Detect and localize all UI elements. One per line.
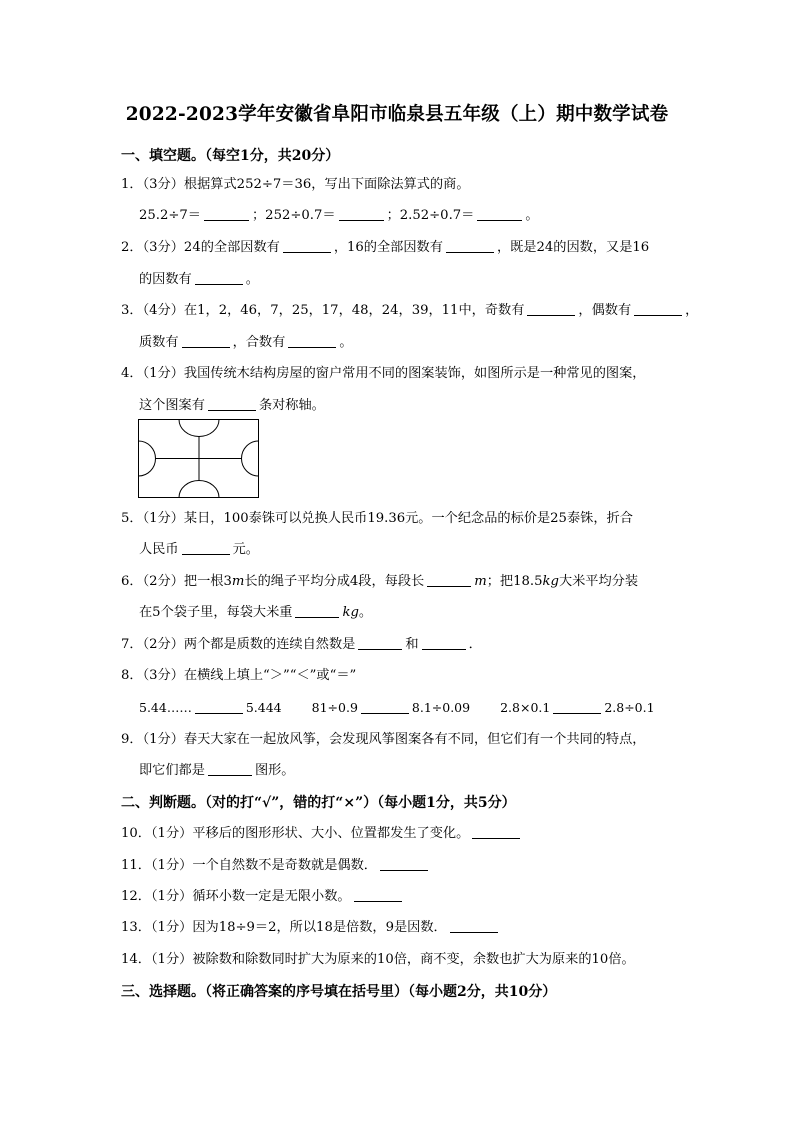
question-7 [121,636,482,654]
q4-text-b: 条对称轴。 [258,398,325,413]
answer-blank[interactable] [182,334,230,348]
punctuation: 。 [339,335,353,350]
unit-label: kg [342,605,359,620]
section-heading-true-false: 二、判断题。（对的打“√”，错的打“×”）（每小题1分，共5分） [121,795,516,811]
q3-text-b: ，偶数有 [578,303,632,318]
punctuation: 。 [245,272,259,287]
q2-text-b: ，16的全部因数有 [333,240,443,255]
comparison-right: 5.444 [245,700,282,715]
answer-blank[interactable] [204,207,249,221]
question-9: 9．（1分）春天大家在一起放风筝，会发现风筝图案各有不同，但它们有一个共同的特点， [121,732,646,747]
q13-text: 13．（1分）因为18÷9＝2，所以18是倍数，9是因数． [121,920,447,935]
q7-text-a: 7．（2分）两个都是质数的连续自然数是 [121,637,356,652]
question-4: 4．（1分）我国传统木结构房屋的窗户常用不同的图案装饰，如图所示是一种常见的图案， [121,366,646,381]
comparison-left: 5.44…… [139,700,192,715]
question-5: 5．（1分）某日，100泰铢可以兑换人民币19.36元。一个纪念品的标价是25泰铢，折合 [121,511,633,526]
question-12 [121,888,405,906]
answer-blank[interactable] [288,334,336,348]
answer-blank[interactable] [553,700,601,714]
answer-blank[interactable] [361,700,409,714]
answer-blank[interactable] [195,271,243,285]
q6-text-e: 在5个袋子里，每袋大米重 [139,605,293,620]
answer-blank[interactable] [634,302,682,316]
section-heading-multiple-choice: 三、选择题。（将正确答案的序号填在括号里）（每小题2分，共10分） [121,984,557,1000]
question-3-cont [139,334,353,352]
unit-label: kg [542,574,559,589]
comparison-item [500,699,654,717]
q3-text-a: 3．（4分）在1，2，46，7，25，17，48，24，39，11中，奇数有 [121,303,525,318]
answer-blank[interactable] [339,207,384,221]
answer-blank[interactable] [472,825,520,839]
q6-text-b: 长的绳子平均分成4段，每段长 [244,574,425,589]
q4-text-a: 这个图案有 [139,398,205,413]
page-title: 2022-2023学年安徽省阜阳市临泉县五年级（上）期中数学试卷 [125,104,669,125]
question-13 [121,919,501,937]
question-8-items [139,699,655,717]
punctuation: 。 [358,605,373,620]
comparison-item [139,699,282,717]
window-pattern-icon [138,419,260,499]
answer-blank[interactable] [427,573,471,587]
q11-text: 11．（1分）一个自然数不是奇数就是偶数． [121,858,377,873]
question-2 [121,239,649,257]
answer-blank[interactable] [358,636,402,650]
q2-text-a: 2．（3分）24的全部因数有 [121,240,280,255]
q5-text-b: 元。 [232,542,259,557]
q2-text-d: 的因数有 [139,272,192,287]
q1-expr-b: ；252÷0.7＝ [252,208,336,223]
q10-text: 10．（1分）平移后的图形形状、大小、位置都发生了变化。 [121,826,470,841]
comparison-item [312,699,470,717]
q6-text-c: ；把18.5 [486,574,543,589]
q2-text-c: ，既是24的因数，又是16 [496,240,650,255]
section-heading-fill-in: 一、填空题。（每空1分，共20分） [121,148,340,164]
q7-text-b: 和 [405,637,419,652]
comparison-left: 81÷0.9 [311,700,358,715]
q5-text-a: 人民币 [139,542,179,557]
q9-text-a: 即它们都是 [139,763,205,778]
answer-blank[interactable] [182,541,230,555]
q12-text: 12．（1分）循环小数一定是无限小数。 [121,889,351,904]
q1-expr-a: 25.2÷7＝ [139,208,201,223]
punctuation: 。 [525,208,539,223]
question-3 [121,302,698,320]
comparison-left: 2.8×0.1 [500,700,551,715]
q6-text-a: 6．（2分）把一根3 [121,574,232,589]
answer-blank[interactable] [354,888,402,902]
q3-text-d: 质数有 [139,335,179,350]
comparison-right: 2.8÷0.1 [604,700,655,715]
answer-blank[interactable] [446,239,494,253]
question-1: 1．（3分）根据算式252÷7＝36，写出下面除法算式的商。 [121,177,470,192]
question-11 [121,857,431,875]
question-5-cont [139,541,259,559]
comparison-right: 8.1÷0.09 [411,700,471,715]
q6-text-d: 大米平均分装 [558,574,639,589]
answer-blank[interactable] [208,397,256,411]
question-6 [121,573,638,591]
answer-blank[interactable] [422,636,466,650]
punctuation: ， [685,303,699,318]
question-4-cont [139,397,325,415]
window-pattern-figure [138,419,260,503]
question-6-cont [139,604,372,622]
question-1-answers [139,207,539,225]
question-10 [121,825,523,843]
q1-expr-c: ；2.52÷0.7＝ [386,208,475,223]
question-8: 8．（3分）在横线上填上“＞”“＜”或“＝” [121,668,357,683]
q3-text-e: ，合数有 [232,335,286,350]
question-2-cont [139,271,259,289]
answer-blank[interactable] [208,762,252,776]
punctuation: ． [468,637,482,652]
answer-blank[interactable] [295,604,339,618]
unit-label: m [474,574,487,589]
answer-blank[interactable] [477,207,522,221]
q9-text-b: 图形。 [254,763,295,778]
answer-blank[interactable] [450,919,498,933]
question-14: 14．（1分）被除数和除数同时扩大为原来的10倍，商不变，余数也扩大为原来的10倍。 [121,952,635,967]
question-9-cont [139,762,295,780]
answer-blank[interactable] [195,700,243,714]
unit-label: m [231,574,245,589]
answer-blank[interactable] [380,857,428,871]
answer-blank[interactable] [283,239,331,253]
answer-blank[interactable] [527,302,575,316]
